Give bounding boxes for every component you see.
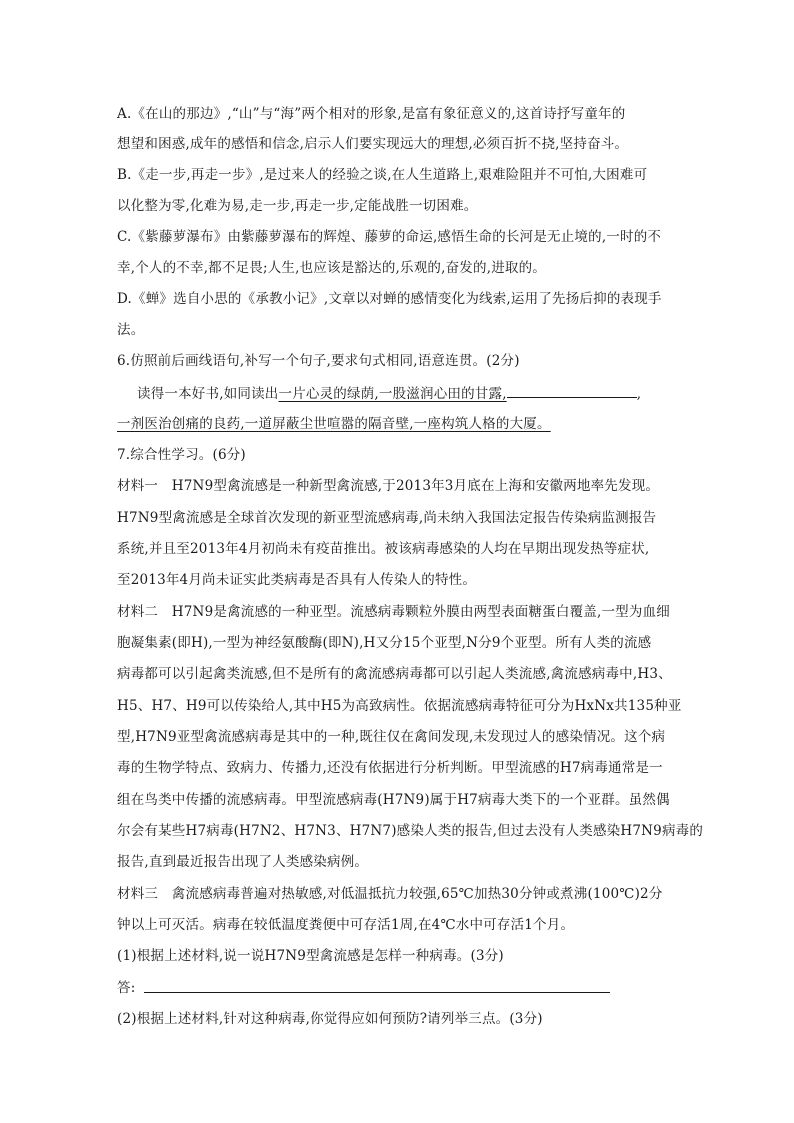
option-d-line-2: 法。 <box>117 322 145 338</box>
question-7-title: 7.综合性学习。(6分) <box>117 447 246 463</box>
material-2-line-2: 胞凝集素(即H),一型为神经氨酸酶(即N),H又分15个亚型,N分9个亚型。所有人类的流感 <box>117 635 652 651</box>
material-2-line-3: 病毒都可以引起禽类流感,但不是所有的禽流感病毒都可以引起人类流感,禽流感病毒中,H3、 <box>117 666 672 682</box>
question-6-line-1 <box>137 383 641 404</box>
q6-comma: , <box>636 386 642 402</box>
answer-label: 答: <box>117 980 136 996</box>
material-2-line-6: 毒的生物学特点、致病力、传播力,还没有依据进行分析判断。甲型流感的H7病毒通常是一 <box>117 760 663 776</box>
material-1-line-3: 系统,并且至2013年4月初尚未有疫苗推出。被该病毒感染的人均在早期出现发热等症状, <box>117 541 650 557</box>
q6-underlined-1: 一片心灵的绿荫,一股滋润心田的甘露, <box>278 386 507 402</box>
option-c-line-1: C.《紫藤萝瀑布》由紫藤萝瀑布的辉煌、藤萝的命运,感悟生命的长河是无止境的,一时的不 <box>117 229 662 245</box>
option-b-line-2: 以化整为零,化难为易,走一步,再走一步,定能战胜一切困难。 <box>117 198 478 214</box>
material-2-line-7: 组在鸟类中传播的流感病毒。甲型流感病毒(H7N9)属于H7病毒大类下的一个亚群。虽然偶 <box>117 792 670 808</box>
q6-prefix: 读得一本好书,如同读出 <box>137 386 279 402</box>
question-6-title: 6.仿照前后画线语句,补写一个句子,要求句式相同,语意连贯。(2分) <box>117 353 520 369</box>
option-c-line-2: 幸,个人的不幸,都不足畏;人生,也应该是豁达的,乐观的,奋发的,进取的。 <box>117 260 546 276</box>
material-2-line-5: 型,H7N9亚型禽流感病毒是其中的一种,既往仅在禽间发现,未发现过人的感染情况。这个病 <box>117 729 666 745</box>
answer-input-line[interactable] <box>144 992 610 993</box>
sub-question-2: (2)根据上述材料,针对这种病毒,你觉得应如何预防?请列举三点。(3分) <box>117 1011 543 1027</box>
material-2-line-8: 尔会有某些H7病毒(H7N2、H7N3、H7N7)感染人类的报告,但过去没有人类感染H7N9病毒的 <box>117 823 704 839</box>
material-1-line-2: H7N9型禽流感是全球首次发现的新亚型流感病毒,尚未纳入我国法定报告传染病监测报告 <box>117 510 657 526</box>
material-1-line-4: 至2013年4月尚未证实此类病毒是否具有人传染人的特性。 <box>117 572 477 588</box>
option-a-line-2: 想望和困惑,成年的感悟和信念,启示人们要实现远大的理想,必须百折不挠,坚持奋斗。 <box>117 136 629 152</box>
material-3-line-1: 材料三 禽流感病毒普遍对热敏感,对低温抵抗力较强,65℃加热30分钟或煮沸(100℃)2分 <box>117 886 663 902</box>
material-1-line-1: 材料一 H7N9型禽流感是一种新型禽流感,于2013年3月底在上海和安徽两地率先发现。 <box>117 478 660 494</box>
q6-underlined-2: 一剂医治创痛的良药,一道屏蔽尘世喧嚣的隔音壁,一座构筑人格的大厦。 <box>117 416 551 432</box>
option-b-line-1: B.《走一步,再走一步》,是过来人的经验之谈,在人生道路上,艰难险阻并不可怕,大困难可 <box>117 167 648 183</box>
option-d-line-1: D.《蝉》选自小思的《承教小记》,文章以对蝉的感情变化为线索,运用了先扬后抑的表现手 <box>117 291 662 307</box>
material-2-line-4: H5、H7、H9可以传染给人,其中H5为高致病性。依据流感病毒特征可分为HxNx共135种亚 <box>117 698 682 714</box>
material-2-line-9: 报告,直到最近报告出现了人类感染病例。 <box>117 854 369 870</box>
question-6-line-2 <box>117 414 551 434</box>
option-a-line-1: A.《在山的那边》,“山”与“海”两个相对的形象,是富有象征意义的,这首诗抒写童年的 <box>117 106 626 122</box>
material-3-line-2: 钟以上可灭活。病毒在较低温度粪便中可存活1周,在4℃水中可存活1个月。 <box>117 917 575 933</box>
sub-question-1: (1)根据上述材料,说一说H7N9型禽流感是怎样一种病毒。(3分) <box>117 948 504 964</box>
q6-blank[interactable] <box>507 383 637 398</box>
material-2-line-1: 材料二 H7N9是禽流感的一种亚型。流感病毒颗粒外膜由两型表面糖蛋白覆盖,一型为血细 <box>117 604 670 620</box>
